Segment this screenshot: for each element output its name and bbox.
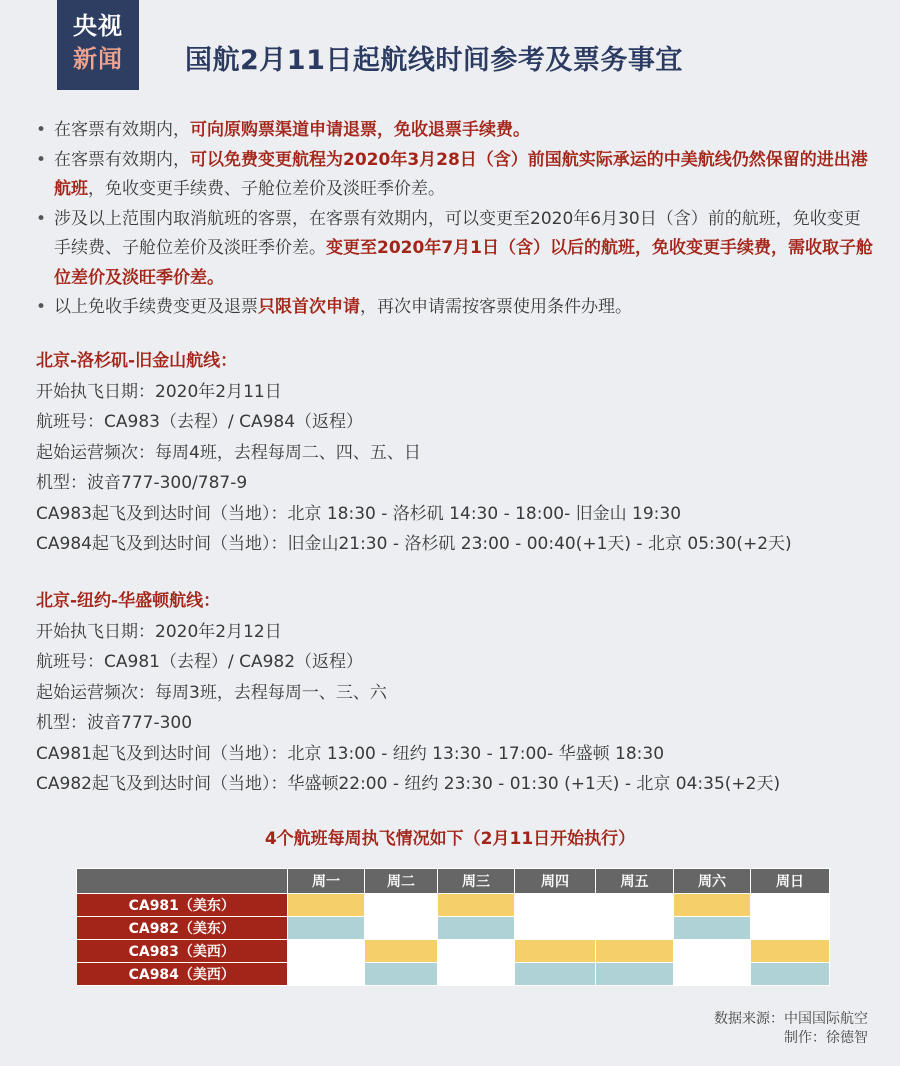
- empty-cell: [515, 917, 596, 940]
- table-row: [77, 963, 830, 986]
- day-header: 周日: [751, 869, 830, 894]
- empty-cell: [751, 917, 830, 940]
- empty-cell: [365, 894, 438, 917]
- day-header: 周五: [596, 869, 674, 894]
- return-flight-cell: [674, 917, 751, 940]
- table-row: [77, 894, 830, 917]
- route-line: 航班号：CA983（去程）/ CA984（返程）: [36, 412, 364, 432]
- policy-highlight: 可向原购票渠道申请退票，免收退票手续费。: [190, 120, 530, 140]
- outbound-flight-cell: [515, 940, 596, 963]
- return-flight-cell: [438, 917, 515, 940]
- empty-cell: [438, 940, 515, 963]
- route-line: CA983起飞及到达时间（当地）：北京 18:30 - 洛杉矶 14:30 - 18:00- 旧金山 19:30: [36, 503, 682, 524]
- return-flight-cell: [365, 963, 438, 986]
- route-line: CA982起飞及到达时间（当地）：华盛顿22:00 - 纽约 23:30 - 01:30 (+1天) - 北京 04:35(+2天): [36, 774, 781, 794]
- flight-label: CA981（美东）: [77, 894, 288, 917]
- day-header: 周六: [674, 869, 751, 894]
- author-credit: 制作：徐德智: [784, 1030, 868, 1046]
- policy-text: 以上免收手续费变更及退票: [54, 297, 258, 317]
- route-line: 起始运营频次：每周4班，去程每周二、四、五、日: [36, 442, 421, 463]
- route-line: 开始执飞日期：2020年2月12日: [36, 621, 282, 642]
- policy-highlight: 变更至2020年7月1日（含）以后的航班，免收变更手续费，需收取子舱位差价及淡旺季价差。: [54, 238, 873, 288]
- day-header: 周二: [365, 869, 438, 894]
- cctv-news-logo: [57, 0, 139, 90]
- outbound-flight-cell: [365, 940, 438, 963]
- route-line: 机型：波音777-300: [36, 713, 193, 733]
- route-line: 起始运营频次：每周3班，去程每周一、三、六: [36, 682, 387, 703]
- policy-text: 在客票有效期内，: [54, 120, 190, 140]
- policy-highlight: 只限首次申请: [258, 297, 360, 317]
- route-line: CA984起飞及到达时间（当地）：旧金山21:30 - 洛杉矶 23:00 - 00:40(+1天) - 北京 05:30(+2天): [36, 534, 792, 554]
- outbound-flight-cell: [674, 894, 751, 917]
- policy-text: ，再次申请需按客票使用条件办理。: [360, 297, 632, 317]
- policy-item: [36, 293, 876, 323]
- empty-cell: [674, 940, 751, 963]
- empty-cell: [596, 917, 674, 940]
- empty-cell: [515, 894, 596, 917]
- return-flight-cell: [515, 963, 596, 986]
- outbound-flight-cell: [438, 894, 515, 917]
- flight-label: CA982（美东）: [77, 917, 288, 940]
- data-source: 数据来源：中国国际航空: [714, 1011, 868, 1027]
- policy-item: [36, 146, 876, 205]
- logo-line2: 新闻: [73, 45, 123, 73]
- corner-header: [77, 869, 288, 894]
- policy-item: [36, 205, 876, 294]
- credits: [714, 1010, 868, 1048]
- route-ny-dc: [36, 586, 896, 800]
- return-flight-cell: [596, 963, 674, 986]
- return-flight-cell: [288, 917, 365, 940]
- weekly-schedule-table: [76, 868, 830, 986]
- route-line: 航班号：CA981（去程）/ CA982（返程）: [36, 652, 364, 672]
- outbound-flight-cell: [751, 940, 830, 963]
- outbound-flight-cell: [288, 894, 365, 917]
- table-row: [77, 940, 830, 963]
- empty-cell: [288, 963, 365, 986]
- policy-text: 在客票有效期内，: [54, 149, 190, 170]
- policy-text: ，免收变更手续费、子舱位差价及淡旺季价差。: [88, 179, 445, 199]
- policy-text: 涉及以上范围内取消航班的客票，在客票有效期内，可以变更至2020年6月30日（含）前的航班，免收变更手续费、子舱位差价及淡旺季价差。: [54, 208, 861, 258]
- day-header: 周三: [438, 869, 515, 894]
- empty-cell: [438, 963, 515, 986]
- flight-label: CA984（美西）: [77, 963, 288, 986]
- empty-cell: [674, 963, 751, 986]
- route-line: CA981起飞及到达时间（当地）：北京 13:00 - 纽约 13:30 - 17:00- 华盛顿 18:30: [36, 743, 665, 764]
- route-line: 开始执飞日期：2020年2月11日: [36, 381, 282, 402]
- day-header: 周四: [515, 869, 596, 894]
- empty-cell: [365, 917, 438, 940]
- route-heading: 北京-洛杉矶-旧金山航线：: [36, 351, 238, 371]
- route-heading: 北京-纽约-华盛顿航线：: [36, 591, 221, 611]
- outbound-flight-cell: [596, 940, 674, 963]
- page-title: 国航2月11日起航线时间参考及票务事宜: [185, 45, 683, 76]
- route-line: 机型：波音777-300/787-9: [36, 473, 248, 493]
- table-header-row: [77, 869, 830, 894]
- policy-highlight: 可以免费变更航程为2020年3月28日（含）前国航实际承运的中美航线仍然保留的进出港航班: [54, 149, 868, 199]
- table-row: [77, 917, 830, 940]
- empty-cell: [288, 940, 365, 963]
- empty-cell: [596, 894, 674, 917]
- policy-item: [36, 116, 876, 146]
- logo-line1: 央视: [73, 12, 123, 40]
- return-flight-cell: [751, 963, 830, 986]
- day-header: 周一: [288, 869, 365, 894]
- route-la-sf: [36, 346, 896, 560]
- ticket-policy-list: [36, 116, 876, 323]
- flight-label: CA983（美西）: [77, 940, 288, 963]
- schedule-table-title: 4个航班每周执飞情况如下（2月11日开始执行）: [264, 829, 636, 849]
- empty-cell: [751, 894, 830, 917]
